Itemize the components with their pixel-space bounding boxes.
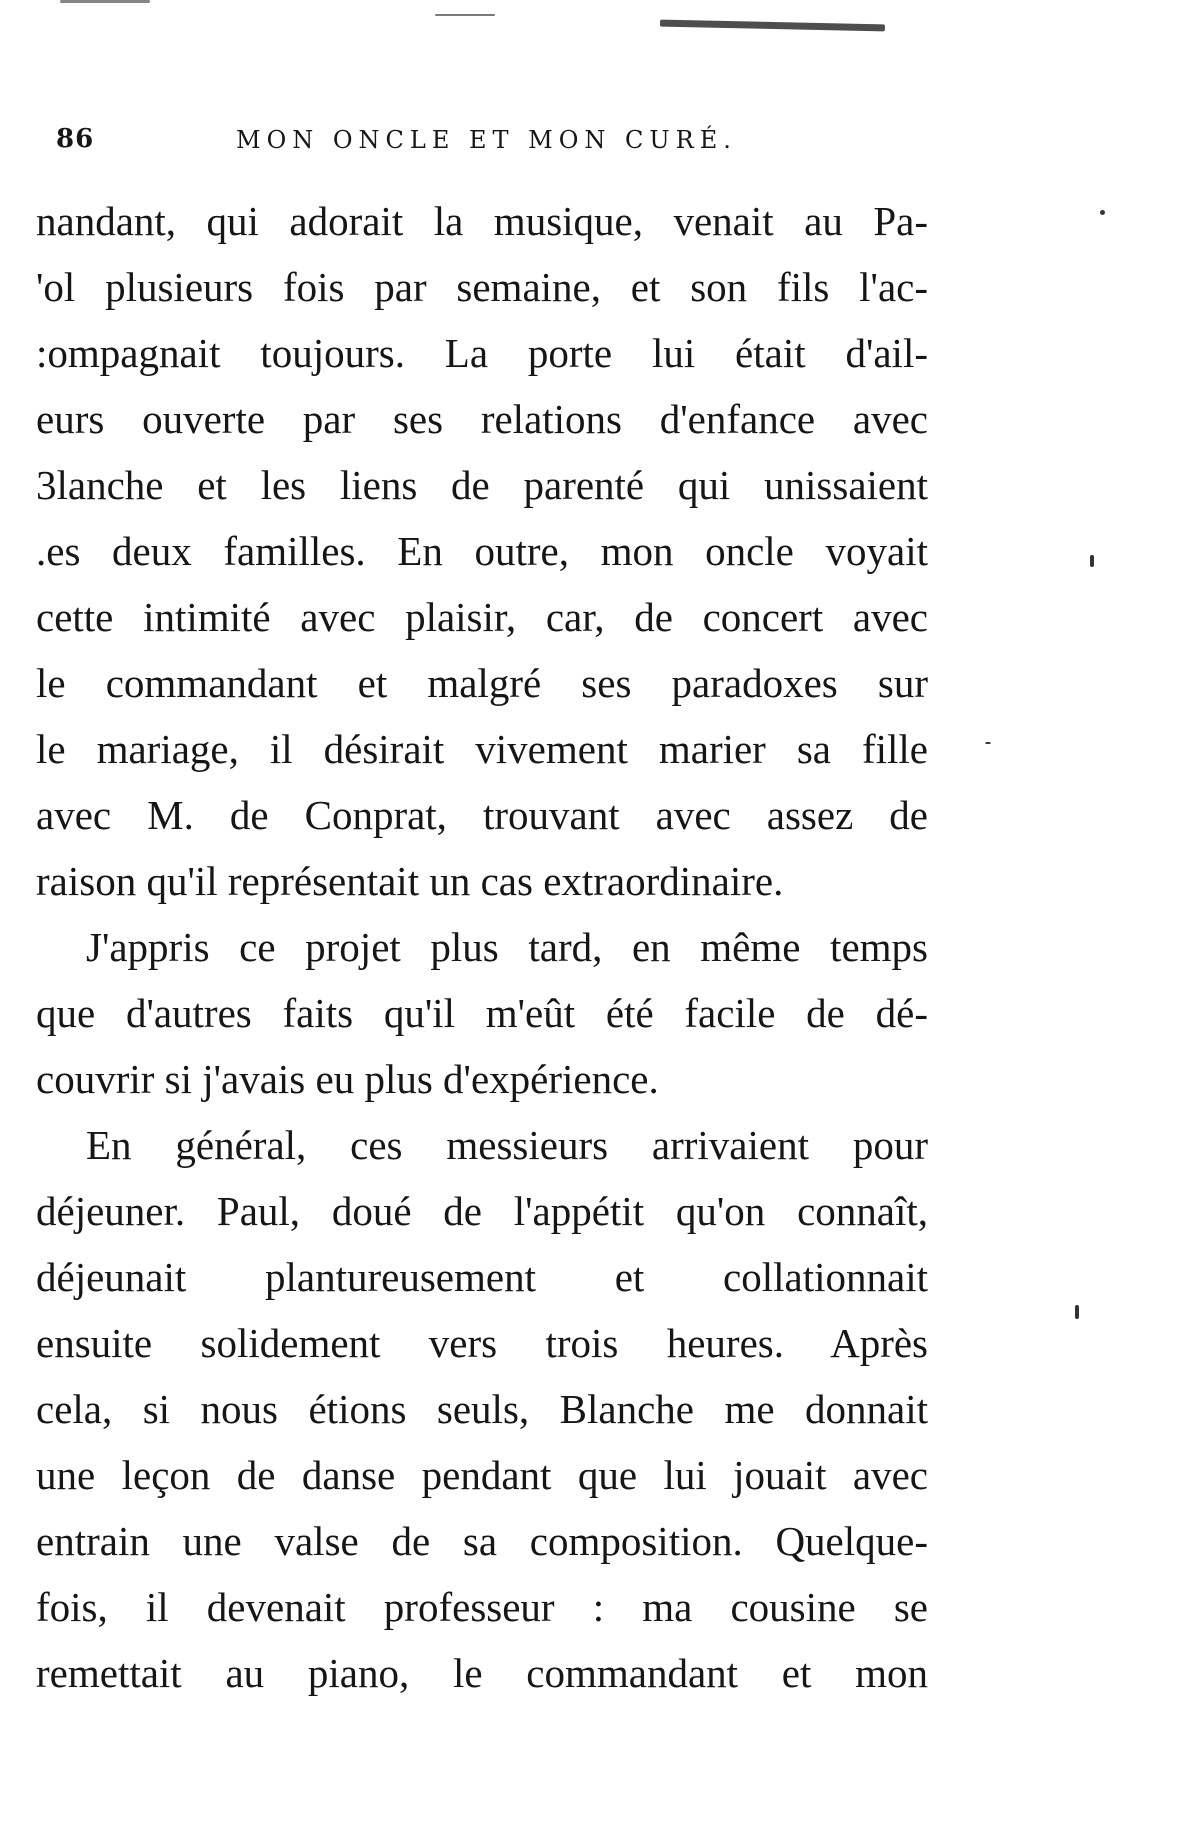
text-line: 'ol plusieurs fois par semaine, et son fils l'ac- [36,264,928,310]
text-line: fois, il devenait professeur : ma cousine se [36,1584,928,1630]
text-line: eurs ouverte par ses relations d'enfance avec [36,396,928,442]
scan-speck [1075,1305,1079,1319]
text-line: :ompagnait toujours. La porte lui était d'ail- [36,330,928,376]
scan-artifact [60,0,150,3]
text-line: ensuite solidement vers trois heures. Après [36,1320,928,1366]
body-text [36,188,928,1706]
text-line: couvrir si j'avais eu plus d'expérience. [36,1056,659,1102]
page-number: 86 [56,124,95,154]
scan-speck [1090,555,1094,567]
text-line: cela, si nous étions seuls, Blanche me donnait [36,1386,928,1432]
text-line: avec M. de Conprat, trouvant avec assez de [36,792,928,838]
text-line: le commandant et malgré ses paradoxes sur [36,660,928,706]
text-line: 3lanche et les liens de parenté qui unissaient [36,462,928,508]
running-title: MON ONCLE ET MON CURÉ. [236,126,737,154]
text-line: entrain une valse de sa composition. Quelque- [36,1518,928,1564]
text-line: déjeunait plantureusement et collationnait [36,1254,928,1300]
text-line: cette intimité avec plaisir, car, de concert avec [36,594,928,640]
scan-speck [1100,210,1105,215]
text-line: J'appris ce projet plus tard, en même temps [86,924,928,970]
text-line: En général, ces messieurs arrivaient pour [86,1122,928,1168]
text-line: le mariage, il désirait vivement marier sa fille [36,726,928,772]
text-line: raison qu'il représentait un cas extraordinaire. [36,858,784,904]
text-line: .es deux familles. En outre, mon oncle voyait [36,528,928,574]
text-line: nandant, qui adorait la musique, venait au Pa- [36,198,928,244]
text-line: déjeuner. Paul, doué de l'appétit qu'on connaît, [36,1188,928,1234]
scan-artifact [660,20,885,32]
text-line: que d'autres faits qu'il m'eût été facile de dé- [36,990,928,1036]
scan-artifact [435,14,495,16]
scan-speck [985,742,991,744]
page-header [56,124,936,164]
text-line: remettait au piano, le commandant et mon [36,1650,928,1696]
text-line: une leçon de danse pendant que lui jouait avec [36,1452,928,1498]
